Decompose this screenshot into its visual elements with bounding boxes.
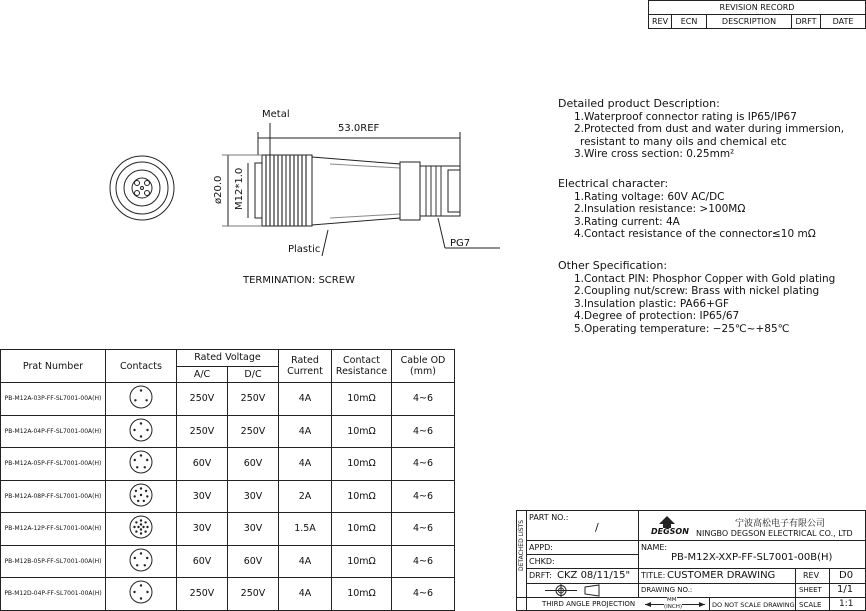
ecn-header: ECN bbox=[672, 15, 707, 29]
dc-voltage-cell: 250V bbox=[228, 383, 279, 416]
thread-dimension: M12*1.0 bbox=[234, 167, 245, 210]
table-row bbox=[1, 383, 455, 416]
resistance-cell: 10mΩ bbox=[332, 383, 392, 416]
rev-label: REV bbox=[803, 571, 820, 580]
spec-line: 3.Insulation plastic: PA66+GF bbox=[574, 297, 730, 310]
sheet-label: SHEET bbox=[799, 586, 822, 594]
drft-label: DRFT: bbox=[529, 571, 552, 580]
current-cell: 4A bbox=[279, 545, 332, 578]
description-header: DESCRIPTION bbox=[707, 15, 792, 29]
spec-line: 5.Operating temperature: −25℃~+85℃ bbox=[574, 322, 790, 335]
connector-drawing bbox=[100, 100, 500, 300]
resistance-cell: 10mΩ bbox=[332, 545, 392, 578]
current-cell: 1.5A bbox=[279, 513, 332, 546]
dc-voltage-cell: 60V bbox=[228, 545, 279, 578]
resistance-cell: 10mΩ bbox=[332, 578, 392, 611]
contacts-header: Contacts bbox=[106, 350, 177, 383]
date-header: DATE bbox=[821, 15, 866, 29]
part-number-cell: PB-M12A-05P-FF-SL7001-00A(H) bbox=[1, 448, 106, 481]
detached-lists-label: DETACHED LISTS bbox=[518, 519, 525, 571]
contacts-cell bbox=[106, 480, 177, 513]
ac-voltage-cell: 250V bbox=[177, 415, 228, 448]
unit-bottom: (INCH) bbox=[664, 604, 683, 610]
spec-line: 4.Contact resistance of the connector≤10 mΩ bbox=[574, 228, 816, 240]
detailed-title: Detailed product Description: bbox=[558, 97, 720, 110]
contacts-cell bbox=[106, 415, 177, 448]
revision-record-table bbox=[648, 0, 866, 29]
name-label: NAME: bbox=[641, 543, 668, 552]
cable-od-cell: 4~6 bbox=[392, 383, 455, 416]
ac-voltage-cell: 250V bbox=[177, 578, 228, 611]
unit-top: MM bbox=[667, 597, 677, 603]
ac-voltage-cell: 30V bbox=[177, 513, 228, 546]
contacts-cell bbox=[106, 578, 177, 611]
part-number-cell: PB-M12A-03P-FF-SL7001-00A(H) bbox=[1, 383, 106, 416]
part-number-cell: PB-M12A-04P-FF-SL7001-00A(H) bbox=[1, 415, 106, 448]
metal-label: Metal bbox=[262, 109, 290, 120]
resistance-cell: 10mΩ bbox=[332, 448, 392, 481]
pin-layout-icon bbox=[127, 514, 155, 540]
drft-value: CKZ 08/11/15" bbox=[557, 570, 631, 581]
pin-layout-icon bbox=[127, 579, 155, 605]
cable-od-cell: 4~6 bbox=[392, 513, 455, 546]
ac-voltage-cell: 60V bbox=[177, 448, 228, 481]
spec-line: 2.Insulation resistance: >100MΩ bbox=[574, 203, 746, 215]
contacts-cell bbox=[106, 383, 177, 416]
ac-header: A/C bbox=[177, 366, 228, 383]
part-number-table bbox=[0, 349, 455, 611]
pin-layout-icon bbox=[127, 482, 155, 508]
plastic-label: Plastic bbox=[288, 244, 321, 255]
contacts-cell bbox=[106, 448, 177, 481]
dc-voltage-cell: 30V bbox=[228, 513, 279, 546]
title-block bbox=[516, 510, 866, 611]
cable-od-cell: 4~6 bbox=[392, 545, 455, 578]
electrical-title: Electrical character: bbox=[558, 177, 669, 190]
contacts-cell bbox=[106, 513, 177, 546]
dc-voltage-cell: 250V bbox=[228, 415, 279, 448]
dc-voltage-cell: 60V bbox=[228, 448, 279, 481]
rev-value: D0 bbox=[839, 570, 854, 581]
side-view bbox=[222, 123, 500, 256]
front-view bbox=[110, 156, 174, 220]
spec-line: 4.Degree of protection: IP65/67 bbox=[574, 310, 740, 322]
ac-voltage-cell: 60V bbox=[177, 545, 228, 578]
current-cell: 4A bbox=[279, 448, 332, 481]
dc-header: D/C bbox=[228, 366, 279, 383]
contacts-cell bbox=[106, 545, 177, 578]
termination-label: TERMINATION: SCREW bbox=[243, 275, 355, 286]
cable-od-cell: 4~6 bbox=[392, 415, 455, 448]
length-dimension: 53.0REF bbox=[338, 123, 380, 134]
table-row bbox=[1, 513, 455, 546]
part-header: Prat Number bbox=[1, 350, 106, 383]
cable-od-header: Cable OD (mm) bbox=[392, 350, 455, 383]
electrical-character bbox=[558, 178, 816, 241]
other-specification bbox=[558, 260, 835, 335]
current-cell: 4A bbox=[279, 578, 332, 611]
resistance-cell: 10mΩ bbox=[332, 480, 392, 513]
detailed-description bbox=[558, 98, 844, 161]
appd-label: APPD: bbox=[529, 543, 553, 552]
table-row bbox=[1, 480, 455, 513]
current-cell: 4A bbox=[279, 383, 332, 416]
part-no-label: PART NO.: bbox=[529, 513, 569, 522]
rated-voltage-header: Rated Voltage bbox=[177, 350, 279, 367]
projection-label: THIRD ANGLE PROJECTION bbox=[542, 600, 636, 608]
name-value: PB-M12X-XXP-FF-SL7001-00B(H) bbox=[671, 552, 833, 563]
part-number-cell: PB-M12D-04P-FF-SL7001-00A(H) bbox=[1, 578, 106, 611]
rated-current-header: Rated Current bbox=[279, 350, 332, 383]
spec-line: 1.Rating voltage: 60V AC/DC bbox=[574, 190, 725, 203]
ac-voltage-cell: 30V bbox=[177, 480, 228, 513]
part-number-cell: PB-M12A-12P-FF-SL7001-00A(H) bbox=[1, 513, 106, 546]
ac-voltage-cell: 250V bbox=[177, 383, 228, 416]
spec-line: 1.Waterproof connector rating is IP65/IP67 bbox=[574, 110, 797, 123]
no-scale-label: DO NOT SCALE DRAWING bbox=[712, 601, 795, 609]
spec-line: 1.Contact PIN: Phosphor Copper with Gold plating bbox=[574, 272, 836, 285]
contact-resistance-header: Contact Resistance bbox=[332, 350, 392, 383]
rev-header: REV bbox=[649, 15, 672, 29]
cable-od-cell: 4~6 bbox=[392, 480, 455, 513]
title-label: TITLE: bbox=[641, 571, 666, 580]
chkd-label: CHKD: bbox=[529, 557, 555, 566]
current-cell: 2A bbox=[279, 480, 332, 513]
title-value: CUSTOMER DRAWING bbox=[667, 570, 776, 581]
spec-line: resistant to many oils and chemical etc bbox=[580, 135, 787, 148]
gland-label: PG7 bbox=[450, 238, 471, 249]
part-number-cell: PB-M12B-05P-FF-SL7001-00A(H) bbox=[1, 545, 106, 578]
pin-layout-icon bbox=[127, 384, 155, 410]
part-no-value: / bbox=[595, 521, 599, 534]
dc-voltage-cell: 30V bbox=[228, 480, 279, 513]
spec-line: 3.Rating current: 4A bbox=[574, 215, 680, 228]
resistance-cell: 10mΩ bbox=[332, 415, 392, 448]
sheet-value: 1/1 bbox=[837, 584, 854, 595]
diameter-dimension: ø20.0 bbox=[213, 175, 224, 204]
other-title: Other Specification: bbox=[558, 259, 668, 272]
pin-layout-icon bbox=[127, 547, 155, 573]
pin-layout-icon bbox=[127, 417, 155, 443]
current-cell: 4A bbox=[279, 415, 332, 448]
spec-line: 3.Wire cross section: 0.25mm² bbox=[574, 148, 735, 160]
pin-layout-icon bbox=[127, 449, 155, 475]
drft-header: DRFT bbox=[792, 15, 821, 29]
company-en: NINGBO DEGSON ELECTRICAL CO., LTD bbox=[696, 529, 853, 538]
cable-od-cell: 4~6 bbox=[392, 578, 455, 611]
company-cn: 宁波高松电子有限公司 bbox=[735, 519, 826, 529]
table-row bbox=[1, 415, 455, 448]
brand-label: DEGSON bbox=[651, 527, 689, 536]
dc-voltage-cell: 250V bbox=[228, 578, 279, 611]
scale-label: SCALE bbox=[799, 601, 822, 609]
spec-line: 2.Coupling nut/screw: Brass with nickel plating bbox=[574, 285, 820, 297]
table-row bbox=[1, 578, 455, 611]
scale-value: 1:1 bbox=[839, 599, 854, 609]
table-row bbox=[1, 545, 455, 578]
part-number-cell: PB-M12A-08P-FF-SL7001-00A(H) bbox=[1, 480, 106, 513]
spec-line: 2.Protected from dust and water during immersion, bbox=[574, 123, 845, 135]
projection-symbol-icon bbox=[543, 584, 603, 597]
cable-od-cell: 4~6 bbox=[392, 448, 455, 481]
drawing-no-label: DRAWING NO.: bbox=[641, 586, 693, 594]
revision-title: REVISION RECORD bbox=[649, 1, 866, 15]
table-row bbox=[1, 448, 455, 481]
resistance-cell: 10mΩ bbox=[332, 513, 392, 546]
